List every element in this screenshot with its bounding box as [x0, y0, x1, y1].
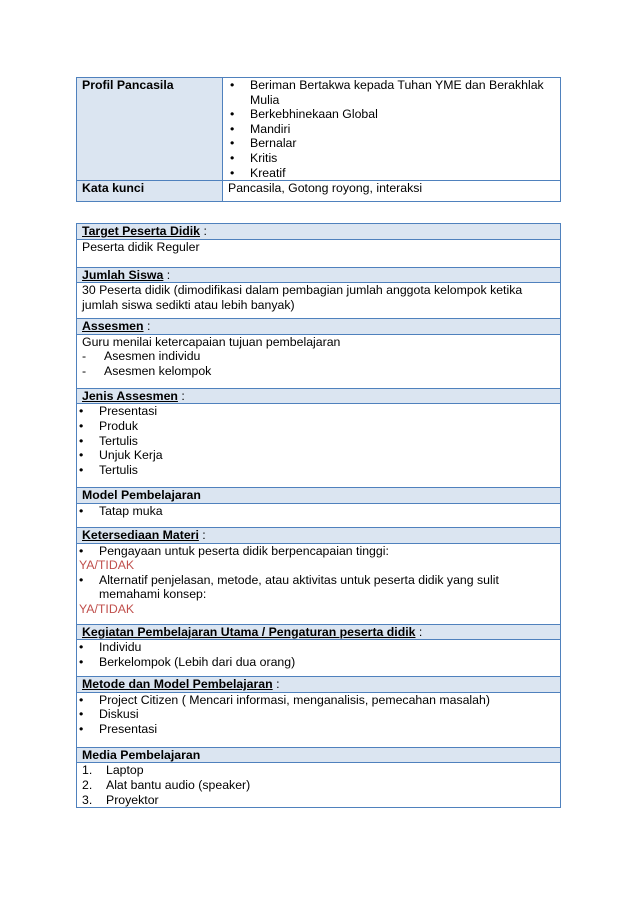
assesmen-list: [82, 349, 555, 378]
list-item: • Kritis: [228, 151, 555, 166]
list-item: • Berkebhinekaan Global: [228, 107, 555, 122]
target-title: Target Peserta Didik: [82, 224, 201, 238]
kegiatan-header: Kegiatan Pembelajaran Utama / Pengaturan peserta didik :: [77, 624, 561, 640]
assesmen-header: Assesmen :: [77, 319, 561, 335]
kegiatan-title: Kegiatan Pembelajaran Utama / Pengaturan peserta didik: [82, 624, 416, 639]
model-list: [77, 504, 555, 519]
assesmen-title: Assesmen: [82, 319, 144, 334]
list-item: • Pengayaan untuk peserta didik berpencapaian tinggi:: [77, 544, 555, 559]
list-item: • Beriman Bertakwa kepada Tuhan YME dan Berakhlak Mulia: [228, 78, 555, 107]
metode-content: [77, 692, 561, 747]
list-item: • Tertulis: [77, 434, 555, 449]
list-item: - Asesmen kelompok: [82, 364, 555, 379]
kegiatan-content: [77, 640, 561, 677]
media-content: [77, 763, 561, 808]
metode-list: [77, 693, 555, 737]
assesmen-content: [77, 334, 561, 388]
metode-title: Metode dan Model Pembelajaran: [82, 677, 273, 692]
jumlah-header: Jumlah Siswa :: [77, 267, 561, 283]
list-item: • Presentasi: [77, 722, 555, 737]
model-title: Model Pembelajaran: [82, 488, 201, 503]
ketersediaan-list: [77, 544, 555, 559]
list-item: • Diskusi: [77, 707, 555, 722]
ketersediaan-answer-2: YA/TIDAK: [79, 601, 135, 616]
target-content: Peserta didik Reguler: [77, 239, 561, 267]
jumlah-content: 30 Peserta didik (dimodifikasi dalam pembagian jumlah anggota kelompok ketika jumlah siswa sedikti atau lebih banyak): [77, 283, 561, 319]
profile-table: [76, 77, 561, 202]
ketersediaan-content: [77, 543, 561, 624]
media-header: [77, 747, 561, 763]
list-item: • Produk: [77, 419, 555, 434]
jenis-list: [77, 404, 555, 477]
kata-kunci-row: [77, 181, 561, 202]
list-item: • Mandiri: [228, 122, 555, 137]
kegiatan-list: [77, 640, 555, 669]
list-item: • Berkelompok (Lebih dari dua orang): [77, 655, 555, 670]
media-list: [77, 763, 555, 807]
ketersediaan-answer-1: YA/TIDAK: [79, 558, 135, 573]
ketersediaan-header: Ketersediaan Materi :: [77, 527, 561, 543]
list-item: - Asesmen individu: [82, 349, 555, 364]
target-header: Target Peserta Didik :: [77, 224, 561, 240]
model-header: [77, 488, 561, 504]
ketersediaan-list-2: [77, 573, 555, 602]
list-item: • Individu: [77, 640, 555, 655]
kata-kunci-label: Kata kunci: [77, 181, 223, 202]
model-content: [77, 503, 561, 527]
list-item: • Tatap muka: [77, 504, 555, 519]
profil-list: [228, 78, 555, 180]
list-item: • Project Citizen ( Mencari informasi, menganalisis, pemecahan masalah): [77, 693, 555, 708]
jenis-header: Jenis Assesmen :: [77, 388, 561, 404]
profil-values: [223, 78, 561, 181]
jenis-content: [77, 404, 561, 488]
list-item: 1. Laptop: [82, 763, 144, 778]
assesmen-intro: Guru menilai ketercapaian tujuan pembelajaran: [82, 334, 341, 349]
media-title: Media Pembelajaran: [82, 747, 201, 762]
list-item: • Unjuk Kerja: [77, 448, 555, 463]
profil-row: [77, 78, 561, 181]
list-item: • Tertulis: [77, 463, 555, 478]
list-item: • Bernalar: [228, 136, 555, 151]
jumlah-title: Jumlah Siswa: [82, 267, 164, 282]
jenis-title: Jenis Assesmen: [82, 388, 178, 403]
list-item: • Presentasi: [77, 404, 555, 419]
profil-label: Profil Pancasila: [77, 78, 223, 181]
metode-header: Metode dan Model Pembelajaran :: [77, 677, 561, 693]
list-item: • Kreatif: [228, 166, 555, 181]
list-item: 3. Proyektor: [82, 792, 159, 807]
ketersediaan-title: Ketersediaan Materi: [82, 527, 199, 542]
list-item: 2. Alat bantu audio (speaker): [82, 777, 251, 792]
list-item: • Alternatif penjelasan, metode, atau aktivitas untuk peserta didik yang sulit memahami konsep:: [77, 573, 555, 602]
main-table: [76, 223, 561, 808]
kata-kunci-value: Pancasila, Gotong royong, interaksi: [223, 181, 561, 202]
